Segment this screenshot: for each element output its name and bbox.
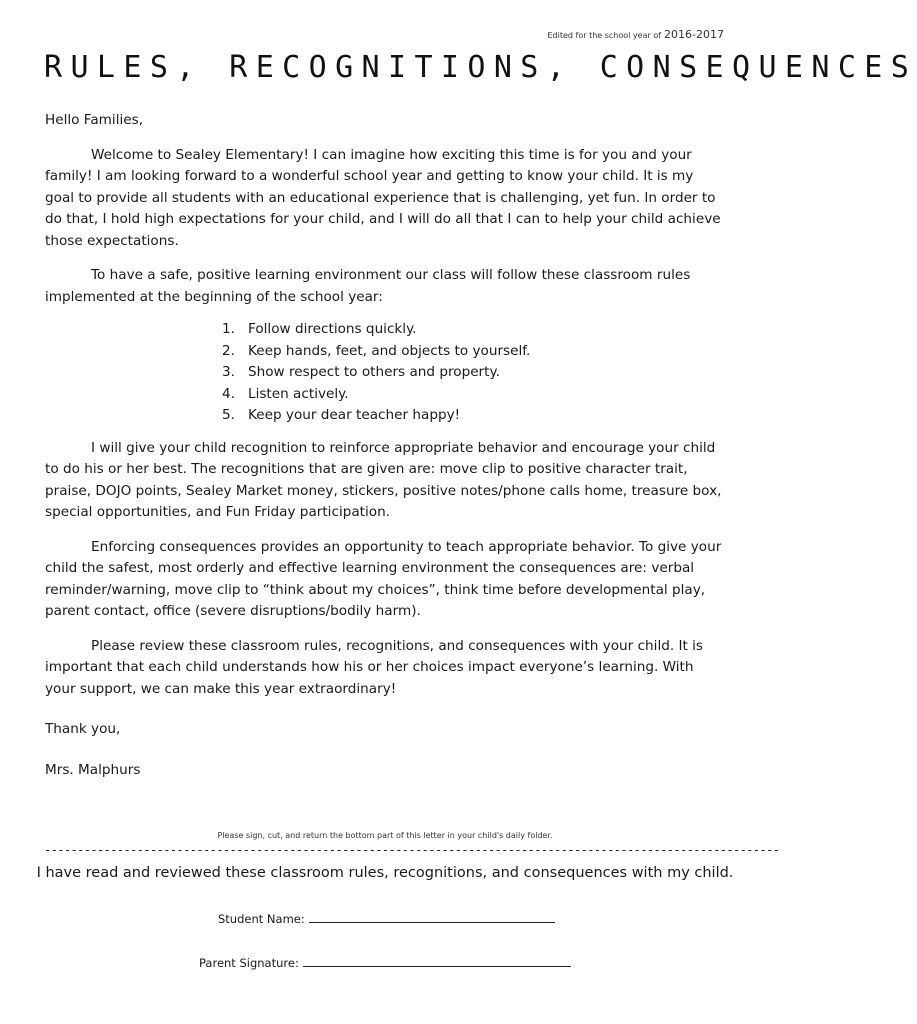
greeting: Hello Families, [45, 112, 144, 128]
tearoff-instruction: Please sign, cut, and return the bottom part of this letter in your child's daily folder. [217, 831, 553, 840]
paragraph-review: Please review these classroom rules, recognitions, and consequences with your child. It is important that each child understands how his or her choices impact everyone’s learning. With your support, we can make this year extraordinary! [45, 637, 704, 697]
rule-text: Listen actively. [248, 385, 349, 402]
edited-label: Edited for the school year of [547, 31, 662, 40]
paragraph-consequences: Enforcing consequences provides an opportunity to teach appropriate behavior. To give your child the safest, most orderly and effective learning environment the consequences are: verbal reminder/warning, move clip to “think about my choices”, think time before developmental play, parent contact, office (severe disruptions/bodily harm). [45, 538, 722, 619]
parent-signature-line [199, 956, 571, 970]
rule-number: 1. [222, 321, 235, 337]
teacher-signature: Mrs. Malphurs [45, 761, 141, 778]
paragraph-recognitions: I will give your child recognition to reinforce appropriate behavior and encourage your child to do his or her best. The recognitions that are given are: move clip to positive character trait, praise, DOJO points, Sealey Market money, stickers, positive notes/phone calls home, treasure box, special opportunities, and Fun Friday participation. [45, 439, 722, 520]
edited-note [547, 28, 724, 41]
paragraph-rules-intro: To have a safe, positive learning environment our class will follow these classroom rules implemented at the beginning of the school year: [45, 267, 691, 305]
rule-text: Show respect to others and property. [248, 364, 500, 380]
rule-text: Keep your dear teacher happy! [248, 407, 461, 423]
cut-line: --------------------------------------------------------------------------------------------------------------- [44, 843, 780, 857]
rule-text: Follow directions quickly. [248, 321, 417, 337]
rule-number: 4. [222, 385, 235, 402]
rule-item [222, 319, 642, 341]
letter-body [45, 110, 725, 794]
rule-number: 5. [222, 407, 235, 423]
rule-text: Keep hands, feet, and objects to yourself. [248, 342, 531, 359]
rule-item [222, 341, 642, 363]
rule-item [222, 362, 642, 384]
paragraph-welcome: Welcome to Sealey Elementary! I can imagine how exciting this time is for you and your family! I am looking forward to a wonderful school year and getting to know your child. It is my goal to provide all students with an educational experience that is challenging, yet fun. In order to do that, I hold high expectations for your child, and I will do all that I can to help your child achieve those expectations. [45, 146, 721, 249]
rule-number: 2. [222, 342, 235, 359]
acknowledgement: I have read and reviewed these classroom rules, recognitions, and consequences with my child. [36, 865, 734, 881]
student-name-field[interactable] [309, 912, 555, 923]
student-name-label: Student Name: [218, 912, 305, 926]
page-title: RULES, RECOGNITIONS, CONSEQUENCES [44, 50, 917, 85]
closing: Thank you, [45, 721, 121, 737]
rule-number: 3. [222, 364, 235, 380]
rules-list [222, 319, 642, 427]
parent-signature-label: Parent Signature: [199, 956, 299, 970]
rule-item [222, 405, 642, 427]
parent-signature-field[interactable] [303, 956, 571, 967]
rule-item [222, 384, 642, 406]
student-name-line [218, 912, 555, 926]
edited-year: 2016-2017 [664, 28, 724, 41]
